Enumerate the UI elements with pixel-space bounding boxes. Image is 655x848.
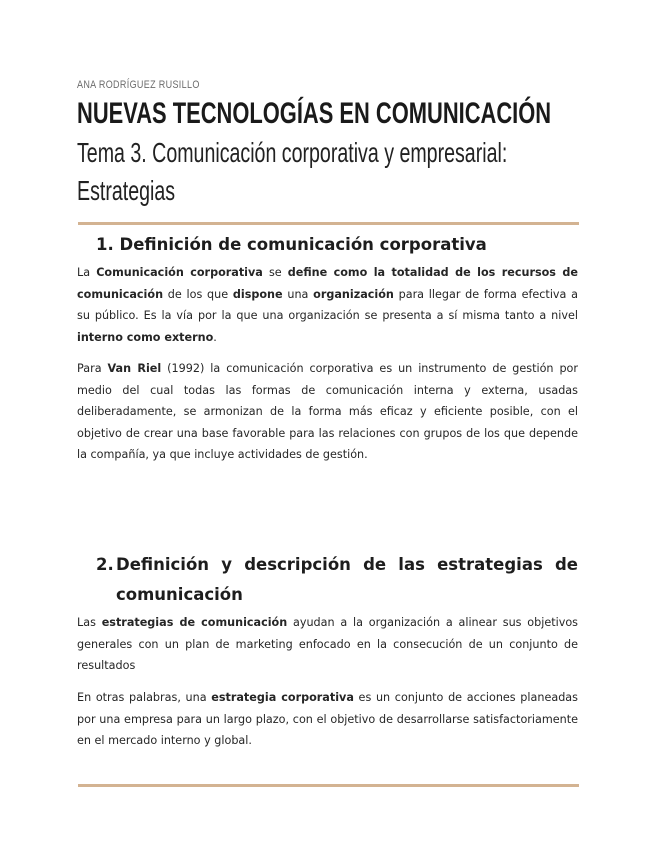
section-2-heading: [96, 550, 578, 610]
section-1-heading: [96, 235, 487, 254]
section-2-title: Definición y descripción de las estrategias de comunicación: [116, 555, 578, 604]
text-run: .: [213, 330, 217, 344]
section-2-paragraph-2: [77, 687, 578, 752]
section-1-paragraph-1: [77, 262, 578, 348]
text-run: La: [77, 266, 97, 279]
document-subtitle: Tema 3. Comunicación corporativa y empresarial: Estrategias: [77, 137, 508, 206]
bold-text: dispone: [232, 287, 283, 301]
section-1-number: 1.: [96, 235, 114, 254]
section-1-title: Definición de comunicación corporativa: [119, 235, 487, 254]
bold-text: Van Riel: [107, 362, 162, 375]
bold-text: Comunicación corporativa: [96, 266, 263, 279]
text-run: ayudan a la organización a alinear sus objetivos generales con un plan de marketing enfocado en la consecución de un conjunto de resultados: [77, 616, 578, 672]
bold-text: organización: [313, 287, 394, 301]
bottom-divider: [78, 784, 579, 787]
section-2-paragraph-1: [77, 612, 578, 677]
text-run: es un conjunto de acciones planeadas por una empresa para un largo plazo, con el objetivo de desarrollarse satisfactoriamente en el mercado interno y global.: [77, 691, 578, 747]
bold-text: estrategias de comunicación: [101, 616, 288, 629]
bold-text: define como la totalidad de los recursos de comunicación: [77, 266, 578, 301]
author-name: ANA RODRÍGUEZ RUSILLO: [77, 79, 200, 91]
text-run: una: [282, 287, 314, 301]
text-run: (1992) la comunicación corporativa es un instrumento de gestión por medio del cual todas las formas de comunicación interna y externa, usadas deliberadamente, se armonizan de la forma más eficaz y eficiente posible, con el objetivo de crear una base favorable para las relaciones con grupos de los que depende la compañía, ya que incluye actividades de gestión.: [77, 362, 578, 461]
bold-text: estrategia corporativa: [211, 691, 354, 704]
bold-text: interno como externo: [77, 330, 214, 344]
top-divider: [78, 222, 579, 225]
text-run: En otras palabras, una: [77, 691, 212, 704]
text-run: Para: [77, 362, 108, 375]
text-run: de los que: [163, 287, 233, 301]
section-2-number: 2.: [96, 555, 114, 574]
text-run: para llegar de forma efectiva a su público. Es la vía por la que una organización se presenta a sí misma tanto a nivel: [77, 287, 579, 322]
document-title: NUEVAS TECNOLOGÍAS EN COMUNICACIÓN: [77, 97, 552, 130]
section-1-paragraph-2: [77, 358, 578, 466]
text-run: Las: [77, 616, 102, 629]
text-run: se: [262, 266, 288, 279]
